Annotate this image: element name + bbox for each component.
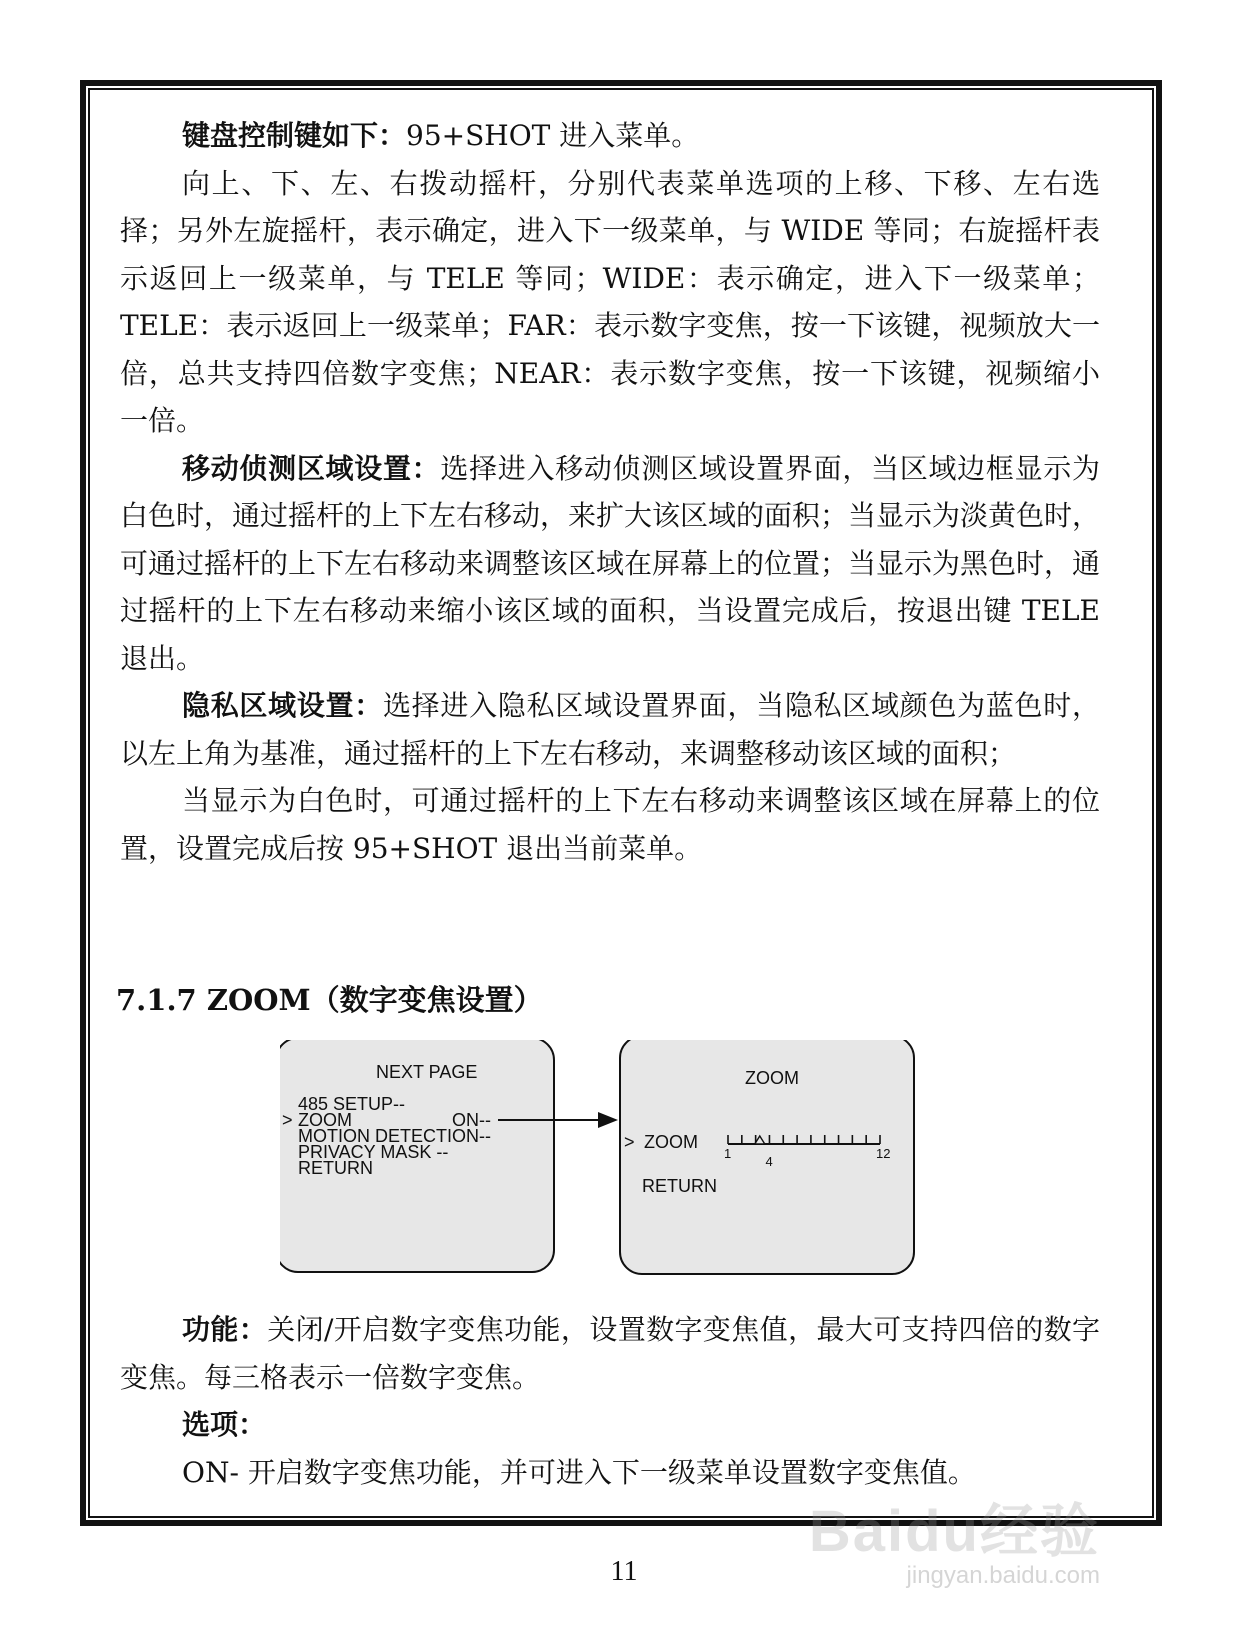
zoom-scale-label: 4 <box>765 1154 773 1169</box>
menu-item-zoom: ZOOM <box>298 1110 352 1130</box>
menu-item-motion-detection: MOTION DETECTION-- <box>298 1126 491 1146</box>
page-number: 11 <box>610 1556 638 1587</box>
section-heading: 7.1.7 ZOOM（数字变焦设置） <box>116 983 543 1017</box>
main-text <box>120 112 1100 872</box>
menu-item-485-setup: 485 SETUP-- <box>298 1094 406 1114</box>
menu-item-return: RETURN <box>298 1158 373 1178</box>
zoom-scale-label: 12 <box>876 1146 891 1161</box>
function-label: 功能： <box>182 1313 268 1346</box>
motion-area-label: 移动侦测区域设置： <box>182 451 441 485</box>
paragraph-privacy-position: 当显示为白色时，可通过摇杆的上下左右移动来调整该区域在屏幕上的位置，设置完成后按 95+SHOT 退出当前菜单。 <box>120 784 1100 865</box>
baidu-watermark: Baidu经验 <box>808 1499 1100 1564</box>
menu-item-privacy-mask: PRIVACY MASK -- <box>298 1142 449 1162</box>
privacy-area-label: 隐私区域设置： <box>182 689 383 722</box>
baidu-watermark-url: jingyan.baidu.com <box>906 1562 1100 1589</box>
paragraph-privacy-area <box>120 682 1100 777</box>
left-screen-title: NEXT PAGE <box>376 1062 478 1082</box>
paragraph-keys <box>120 112 1100 160</box>
menu-zoom-value: ON-- <box>452 1110 491 1130</box>
function-section <box>120 1306 1100 1496</box>
zoom-label: ZOOM <box>644 1132 698 1152</box>
option-on: ON- 开启数字变焦功能，并可进入下一级菜单设置数字变焦值。 <box>182 1455 976 1489</box>
zoom-scale-label: 1 <box>724 1146 732 1161</box>
paragraph-joystick: 向上、下、左、右拨动摇杆，分别代表菜单选项的上移、下移、左右选择；另外左旋摇杆，表示确定，进入下一级菜单，与 WIDE 等同；右旋摇杆表示返回上一级菜单，与 TELE 等同；WIDE：表示确定，进入下一级菜单；TELE：表示返回上一级菜单；FAR：表示数字变焦，按一下该键，视频放大一倍，总共支持四倍数字变焦；NEAR：表示数字变焦，按一下该键，视频缩小一倍。 <box>120 166 1100 437</box>
zoom-cursor: > <box>624 1132 635 1152</box>
paragraph-motion-area <box>120 445 1100 683</box>
paragraph-function <box>120 1306 1100 1401</box>
motion-area-text: 选择进入移动侦测区域设置界面，当区域边框显示为白色时，通过摇杆的上下左右移动，来扩大该区域的面积；当显示为淡黄色时，可通过摇杆的上下左右移动来调整该区域在屏幕上的位置；当显示为黑色时，通过摇杆的上下左右移动来缩小该区域的面积，当设置完成后，按退出键 TELE 退出。 <box>120 451 1101 675</box>
privacy-area-text: 选择进入隐私区域设置界面，当隐私区域颜色为蓝色时，以左上角为基准，通过摇杆的上下左右移动，来调整移动该区域的面积； <box>120 689 1100 770</box>
zoom-menu-diagram <box>280 1040 960 1300</box>
options-label: 选项： <box>182 1408 267 1441</box>
keys-text: 95+SHOT 进入菜单。 <box>406 119 700 152</box>
menu-cursor: > <box>282 1110 293 1130</box>
arrow-head <box>598 1112 618 1128</box>
function-text: 关闭/开启数字变焦功能，设置数字变焦值，最大可支持四倍的数字变焦。每三格表示一倍数字变焦。 <box>120 1313 1100 1394</box>
right-return-label: RETURN <box>642 1176 717 1196</box>
keys-label: 键盘控制键如下： <box>182 119 407 152</box>
right-screen-title: ZOOM <box>745 1068 799 1088</box>
